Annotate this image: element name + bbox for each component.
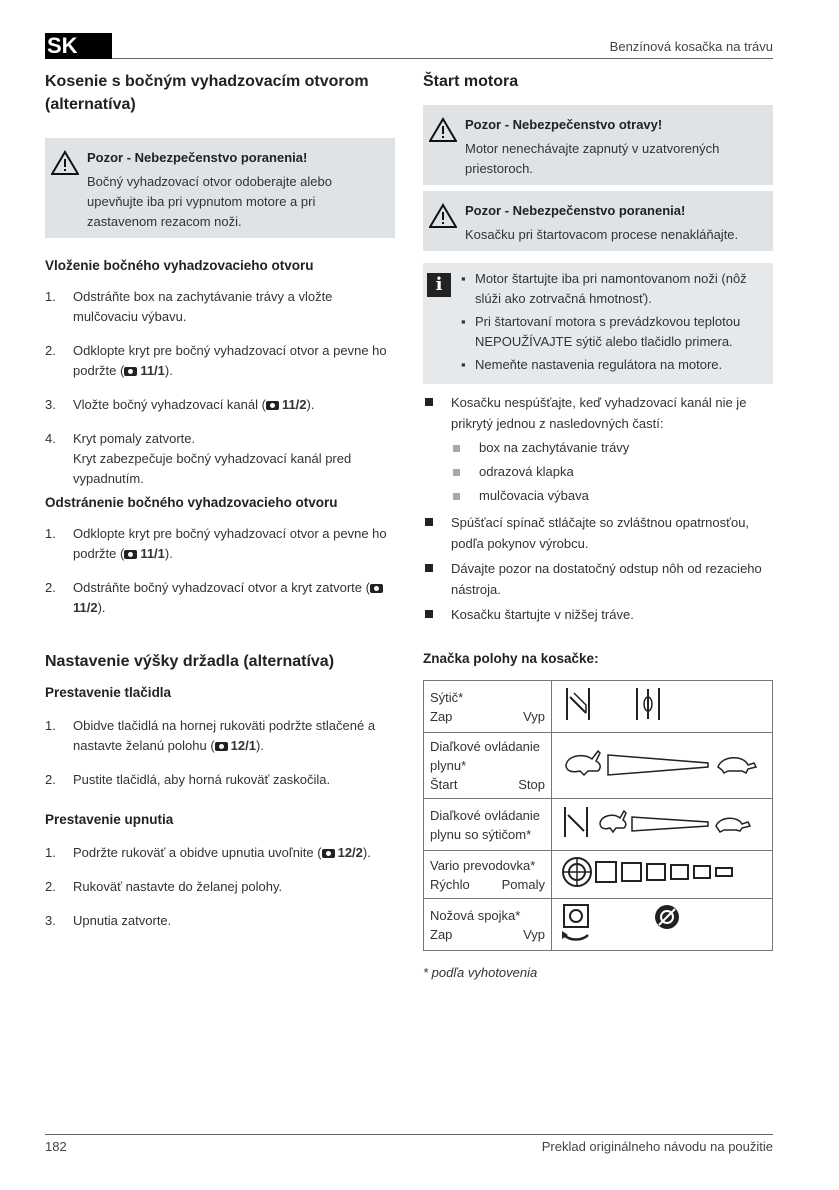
warning-text: Kosačku pri štartovacom procese nenakláňajte. (465, 227, 739, 242)
list-item: Spúšťací spínač stláčajte so zvláštnou opatrnosťou, podľa pokynov výrobcu. (423, 512, 773, 554)
warning-box-poisoning (423, 105, 773, 185)
warning-box-injury-start (423, 191, 773, 251)
rabbit-turtle-throttle-icon (558, 743, 764, 783)
warning-box-injury (45, 138, 395, 238)
warning-triangle-icon (51, 150, 79, 176)
table-row: Nožová spojka* Zap Vyp (424, 899, 773, 951)
table-heading: Značka polohy na kosačke: (423, 651, 599, 666)
camera-icon (215, 742, 228, 751)
list-item: ▪ Motor štartujte iba pri namontovanom noži (nôž slúži ako zotrvačná hmotnosť). (461, 271, 747, 306)
list-item: 2. Rukoväť nastavte do želanej polohy. (45, 879, 283, 894)
subheading-insert: Vloženie bočného vyhadzovacieho otvoru (45, 258, 314, 273)
warning-text: Bočný vyhadzovací otvor odoberajte alebo upevňujte iba pri vypnutom motore a pri zastavenom rezacom noži. (87, 174, 332, 229)
list-item: ▪ Pri štartovaní motora s prevádzkovou teplotou NEPOUŽÍVAJTE sýtič alebo tlačidlo primera. (461, 314, 741, 349)
list-item: 4. Kryt pomaly zatvorte. Kryt zabezpečuje bočný vyhadzovací kanál pred vypadnutím. (45, 431, 352, 486)
camera-icon (124, 367, 137, 376)
list-item: Kosačku nespúšťajte, keď vyhadzovací kanál nie je prikrytý jednou z nasledovných častí: box na zachytávanie trávy odrazová klapka mulčovacia výbava (423, 392, 773, 508)
list-item: Dávajte pozor na dostatočný odstup nôh od rezacieho nástroja. (423, 558, 773, 600)
warning-triangle-icon (429, 117, 457, 143)
table-footnote: * podľa vyhotovenia (423, 965, 538, 980)
camera-icon (124, 550, 137, 559)
page-number: 182 (45, 1139, 67, 1154)
warning-title: Pozor - Nebezpečenstvo otravy! (465, 117, 663, 132)
figure-reference: 12/1 (215, 738, 256, 753)
vario-gear-icon (558, 853, 764, 891)
table-row: Diaľkové ovládanie plynu* Štart Stop (424, 733, 773, 799)
figure-reference: 12/2 (322, 845, 363, 860)
safety-bullet-list (423, 392, 773, 625)
buttons-steps-list (45, 716, 395, 790)
remove-steps-list (45, 524, 395, 618)
list-item: 2. Pustite tlačidlá, aby horná rukoväť zaskočila. (45, 772, 331, 787)
header-title: Benzínová kosačka na trávu (609, 39, 773, 54)
list-item: box na zachytávanie trávy (451, 436, 773, 460)
list-item: 2. Odklopte kryt pre bočný vyhadzovací otvor a pevne ho podržte ( 11/1). (45, 343, 387, 378)
list-item: 1. Odstráňte box na zachytávanie trávy a vložte mulčovaciu výbavu. (45, 289, 333, 324)
subheading-buttons: Prestavenie tlačidla (45, 685, 172, 700)
section-title-handle-height: Nastavenie výšky držadla (alternatíva) (45, 653, 335, 670)
list-item: odrazová klapka (451, 460, 773, 484)
right-column (423, 70, 773, 980)
table-row: Vario prevodovka* Rýchlo Pomaly (424, 851, 773, 899)
camera-icon (322, 849, 335, 858)
list-item: 3. Vložte bočný vyhadzovací kanál ( 11/2). (45, 397, 315, 412)
list-item: 1. Podržte rukoväť a obidve upnutia uvoľnite ( 12/2). (45, 845, 371, 860)
list-item: Kosačku štartujte v nižšej tráve. (423, 604, 773, 625)
figure-reference: 11/1 (124, 363, 165, 378)
throttle-choke-icon (558, 801, 764, 843)
info-box (423, 263, 773, 384)
list-item: 1. Obidve tlačidlá na hornej rukoväti podržte stlačené a nastavte želanú polohu ( 12/1). (45, 718, 376, 753)
camera-icon (370, 584, 383, 593)
choke-symbols-icon (558, 683, 758, 725)
figure-reference: 11/2 (73, 580, 386, 615)
position-symbol-table (423, 680, 773, 951)
figure-reference: 11/1 (124, 546, 165, 561)
section-title-side-discharge: Kosenie s bočným vyhadzovacím otvorom (alternatíva) (45, 73, 369, 113)
list-item: 1. Odklopte kryt pre bočný vyhadzovací otvor a pevne ho podržte ( 11/1). (45, 526, 387, 561)
subheading-remove: Odstránenie bočného vyhadzovacieho otvoru (45, 495, 338, 510)
warning-triangle-icon (429, 203, 457, 229)
info-list (461, 269, 765, 378)
list-item: 3. Upnutia zatvorte. (45, 913, 172, 928)
list-item: 2. Odstráňte bočný vyhadzovací otvor a kryt zatvorte (11/2). (45, 578, 395, 618)
warning-title: Pozor - Nebezpečenstvo poranenia! (465, 203, 686, 218)
camera-icon (266, 401, 279, 410)
left-column (45, 70, 395, 931)
sub-list (451, 436, 773, 508)
warning-title: Pozor - Nebezpečenstvo poranenia! (87, 150, 308, 165)
figure-reference: 11/2 (266, 397, 307, 412)
section-title-engine-start: Štart motora (423, 73, 519, 90)
list-item: mulčovacia výbava (451, 484, 773, 508)
language-badge: SK (45, 33, 112, 59)
info-icon: i (427, 273, 451, 297)
insert-steps-list (45, 287, 395, 489)
clamp-steps-list (45, 843, 395, 931)
warning-text: Motor nenechávajte zapnutý v uzatvorených priestoroch. (465, 141, 720, 176)
table-row: Sýtič* Zap Vyp (424, 681, 773, 733)
subheading-clamp: Prestavenie upnutia (45, 812, 174, 827)
list-item: ▪ Nemeňte nastavenia regulátora na motore. (461, 357, 723, 372)
table-row: Diaľkové ovládanie plynu so sýtičom* (424, 799, 773, 851)
footer-text: Preklad originálneho návodu na použitie (541, 1139, 773, 1154)
page-header (45, 33, 773, 59)
page-footer (45, 1134, 773, 1154)
blade-clutch-icon (558, 901, 758, 943)
